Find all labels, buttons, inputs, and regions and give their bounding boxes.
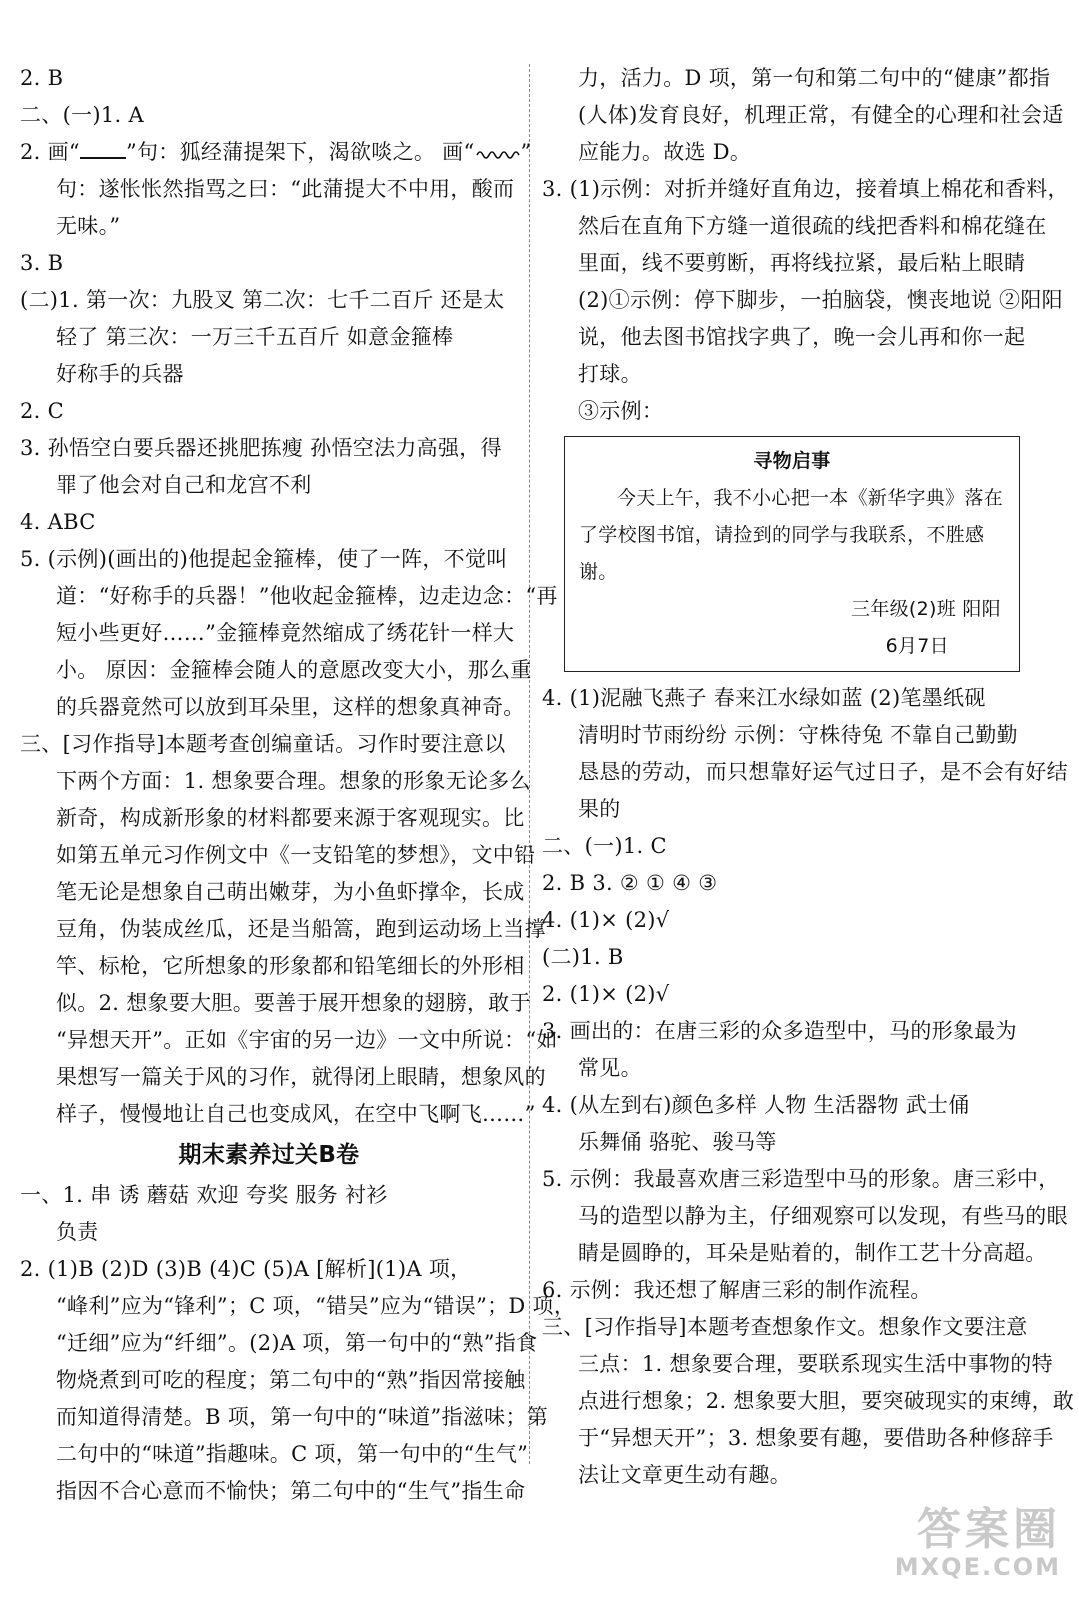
answer-line: 4. (1)泥融飞燕子 春来江水绿如蓝 (2)笔墨纸砚 — [542, 686, 986, 710]
answer-text: 2. 画“ — [20, 140, 80, 164]
writing-guide-line: 于“异想天开”；3. 想象要有趣，要借助各种修辞手 — [578, 1426, 1054, 1450]
answer-line: 一、1. 串 诱 蘑菇 欢迎 夸奖 服务 衬衫 — [20, 1183, 388, 1207]
answer-line: 好称手的兵器 — [56, 362, 184, 386]
answer-line: 然后在直角下方缝一道很疏的线把香料和棉花缝在 — [578, 214, 1047, 238]
watermark-url: MXQE.COM — [894, 1553, 1061, 1581]
answer-line: 4. ABC — [20, 510, 96, 534]
writing-guide-line: 三点：1. 想象要合理，要联系现实生活中事物的特 — [578, 1352, 1053, 1376]
answer-line: 罪了他会对自己和龙宫不利 — [56, 473, 312, 497]
writing-guide-line: 笔无论是想象自己萌出嫩芽，为小鱼虾撑伞，长成 — [56, 880, 525, 904]
answer-line: 的兵器竟然可以放到耳朵里，这样的想象真神奇。 — [56, 695, 525, 719]
lost-item-notice-box — [564, 436, 1020, 672]
answer-line: 3. 孙悟空白要兵器还挑肥拣瘦 孙悟空法力高强，得 — [20, 436, 502, 460]
writing-guide-line: “异想天开”。正如《宇宙的另一边》一文中所说：“如 — [56, 1028, 558, 1052]
analysis-line: 力，活力。D 项，第一句和第二句中的“健康”都指 — [578, 66, 1051, 90]
answer-line: 睛是圆睁的，耳朵是贴着的，制作工艺十分高超。 — [578, 1241, 1047, 1265]
wavy-underline-icon — [475, 145, 521, 159]
writing-guide-line: 法让文章更生动有趣。 — [578, 1463, 791, 1487]
answer-line: 打球。 — [578, 362, 642, 386]
notice-body: 今天上午，我不小心把一本《新华字典》落在了学校图书馆，请捡到的同学与我联系，不胜感谢。 — [579, 487, 1004, 583]
answer-line: 小。 原因：金箍棒会随人的意愿改变大小，那么重 — [56, 658, 532, 682]
straight-underline-icon — [80, 139, 126, 159]
analysis-line: 物烧煮到可吃的程度；第二句中的“熟”指因常接触 — [56, 1368, 526, 1392]
answer-line: 4. (从左到右)颜色多样 人物 生活器物 武士俑 — [542, 1093, 970, 1117]
answer-line: 二、(一)1. A — [20, 103, 144, 127]
writing-guide-line: 下两个方面：1. 想象要合理。想象的形象无论多么 — [56, 769, 531, 793]
answer-line: 2. B 3. ② ① ④ ③ — [542, 871, 718, 895]
answer-line: 2. C — [20, 399, 64, 423]
writing-guide-line: 竿、标枪，它所想象的形象都和铅笔细长的外形相 — [56, 954, 525, 978]
answer-line: (二)1. B — [542, 945, 624, 969]
watermark-logo — [895, 1506, 1061, 1580]
writing-guide-line: 豆角，伪装成丝瓜，还是当船篙，跑到运动场上当撑 — [56, 917, 546, 941]
answer-line: 句：遂怅怅然指骂之曰：“此蒲提大不中用，酸而 — [56, 177, 515, 201]
answer-line: 4. (1)× (2)√ — [542, 908, 670, 932]
answer-line-underline-question — [20, 134, 532, 171]
analysis-line: 而知道得清楚。B 项，第一句中的“味道”指滋味；第 — [56, 1405, 549, 1429]
answer-line: 2. (1)× (2)√ — [542, 982, 670, 1006]
answer-line: 常见。 — [578, 1056, 642, 1080]
answer-line: 道：“好称手的兵器！”他收起金箍棒，边走边念：“再 — [56, 584, 558, 608]
answer-line: 说，他去图书馆找字典了，晚一会儿再和你一起 — [578, 325, 1026, 349]
notice-title: 寻物启事 — [753, 450, 831, 472]
answer-line: 负责 — [56, 1220, 99, 1244]
answer-line: 5. (示例)(画出的)他提起金箍棒，使了一阵，不觉叫 — [20, 547, 508, 571]
watermark-text: 答案圈 — [917, 1504, 1061, 1555]
analysis-line: (人体)发育良好，机理正常，有健全的心理和社会适 — [578, 103, 1064, 127]
answer-line: 5. 示例：我最喜欢唐三彩造型中马的形象。唐三彩中， — [542, 1167, 1060, 1191]
answer-text: ” — [520, 140, 532, 164]
left-column — [20, 60, 576, 1510]
answer-line: ③示例： — [578, 399, 664, 423]
analysis-line: 应能力。故选 D。 — [578, 140, 752, 164]
answer-line: 里面，线不要剪断，再将线拉紧，最后粘上眼睛 — [578, 251, 1026, 275]
analysis-line: 二句中的“味道”指趣味。C 项，第一句中的“生气” — [56, 1442, 529, 1466]
answer-line: (2)①示例：停下脚步，一拍脑袋，懊丧地说 ②阳阳 — [578, 288, 1063, 312]
answer-line: 6. 示例：我还想了解唐三彩的制作流程。 — [542, 1278, 932, 1302]
answer-line: 无味。” — [56, 214, 121, 238]
writing-guide-line: 如第五单元习作例文中《一支铅笔的梦想》，文中铅 — [56, 843, 536, 867]
notice-date: 6月7日 — [885, 635, 949, 657]
writing-guide-line: 三、[习作指导]本题考查想象作文。想象作文要注意 — [542, 1315, 1028, 1339]
writing-guide-line: 果想写一篇关于风的习作，就得闭上眼睛，想象风的 — [56, 1065, 546, 1089]
answer-line: (二)1. 第一次：九股叉 第二次：七千二百斤 还是太 — [20, 288, 505, 312]
right-column — [542, 60, 1075, 1494]
analysis-line: “峰利”应为“锋利”；C 项，“错吴”应为“错误”；D 项， — [56, 1294, 576, 1318]
answer-line: 恳恳的劳动，而只想靠好运气过日子，是不会有好结 — [578, 760, 1068, 784]
writing-guide-line: 点进行想象；2. 想象要大胆，要突破现实的束缚，敢 — [578, 1389, 1075, 1413]
answer-line: 果的 — [578, 797, 621, 821]
answer-line: 乐舞俑 骆驼、骏马等 — [578, 1130, 777, 1154]
answer-line: 3. 画出的：在唐三彩的众多造型中，马的形象最为 — [542, 1019, 1017, 1043]
answer-line: 3. B — [20, 251, 64, 275]
answer-line: 清明时节雨纷纷 示例：守株待兔 不靠自己勤勤 — [578, 723, 1018, 747]
answer-line: 2. (1)B (2)D (3)B (4)C (5)A [解析](1)A 项， — [20, 1257, 472, 1281]
writing-guide-line: 三、[习作指导]本题考查创编童话。习作时要注意以 — [20, 732, 506, 756]
writing-guide-line: 样子，慢慢地让自己也变成风，在空中飞啊飞……” — [56, 1102, 536, 1126]
writing-guide-line: 新奇，构成新形象的材料都要来源于客观现实。比 — [56, 806, 525, 830]
answer-line: 短小些更好……”金箍棒竟然缩成了绣花针一样大 — [56, 621, 515, 645]
analysis-line: 指因不合心意而不愉快；第二句中的“生气”指生命 — [56, 1479, 526, 1503]
answer-line: 3. (1)示例：对折并缝好直角边，接着填上棉花和香料， — [542, 177, 1069, 201]
section-title: 期末素养过关B卷 — [178, 1142, 360, 1168]
analysis-line: “迁细”应为“纤细”。(2)A 项，第一句中的“熟”指食 — [56, 1331, 538, 1355]
answer-line: 轻了 第三次：一万三千五百斤 如意金箍棒 — [56, 325, 454, 349]
notice-signature: 三年级(2)班 阳阳 — [851, 598, 1001, 620]
writing-guide-line: 似。2. 想象要大胆。要善于展开想象的翅膀，敢于 — [56, 991, 531, 1015]
answer-text: ”句：狐经蒲提架下，渴欲啖之。 画“ — [125, 140, 475, 164]
answer-line: 2. B — [20, 66, 64, 90]
answer-line: 马的造型以静为主，仔细观察可以发现，有些马的眼 — [578, 1204, 1068, 1228]
answer-line: 二、(一)1. C — [542, 834, 667, 858]
